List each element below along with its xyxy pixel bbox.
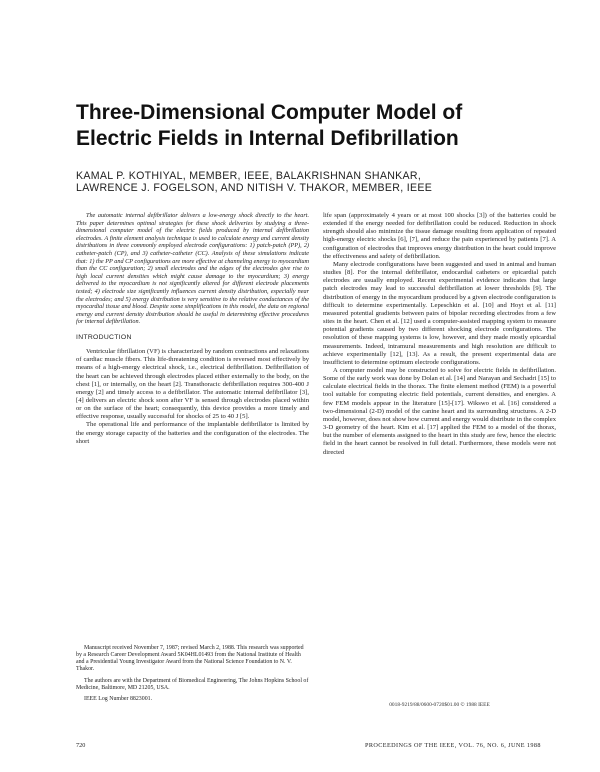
left-column: [76, 212, 309, 446]
abstract-text: The automatic internal defibrillator delivers a low-energy shock directly to the heart. This paper determines optimal strategies for these shock deliveries by studying a three-dimensional computer model of the electric fields produced by internal defibrillation electrodes. A finite element analysis technique is used to calculate energy and current density distributions in three commonly employed electrode configurations: 1) patch-patch (PP), 2) catheter-patch (CP), and 3) catheter-catheter (CC). Analysis of these simulations indicate that: 1) the PP and CP configurations are more effective at channeling energy to myocardium than the CC configuration; 2) small electrodes and the edges of the electrodes give rise to high local current densities which might cause damage to the myocardium; 3) energy delivered to the myocardium is not significantly altered for different electrode placements tested; 4) electrode size significantly influences current density distribution, especially near the electrodes; and 5) energy distribution is very sensitive to the relative conductances of the myocardial tissue and blood. Despite some simplifications in this model, the data on regional energy and current density distribution should be useful in determining effective procedures for internal defibrillation.: [76, 212, 309, 326]
intro-paragraph-3: life span (approximately 4 years or at most 100 shocks [3]) of the batteries could be extended if the energy needed for defibrillation could be reduced. Reduction in shock strength should also minimize the tissue damage resulting from application of repeated high-energy electric shocks [6], [7], and reduce the pain experienced by patients [7]. A configuration of electrodes that improves energy distribution in the heart could improve the effectiveness and safety of defibrillation.: [323, 212, 556, 260]
title-line-2: Electric Fields in Internal Defibrillation: [76, 127, 459, 150]
right-column: [323, 212, 556, 457]
intro-paragraph-1: Ventricular fibrillation (VF) is characterized by random contractions and relaxations of cardiac muscle fibers. This life-threatening condition is reversed most effectively by means of a high-energy electrical shock, i.e., electrical defibrillation. Defibrillation of the heart can be achieved through electrodes placed either externally to the body, on the chest [1], or internally, on the heart [2]. Transthoracic defibrillation requires 300-400 J energy [2] and timely access to a defibrillator. The automatic internal defibrillator [3], [4] delivers an electric shock soon after VF is sensed through electrodes placed within or on the surface of the heart; consequently, this device provides a more timely and effective response, usually successful for shocks of 25 to 40 J [5].: [76, 348, 309, 421]
intro-paragraph-5: A computer model may be constructed to solve for electric fields in defibrillation. Some of the early work was done by Dolan et al. [14] and Narayan and Sechadri [15] to calculate electrical fields in the thorax. The finite element method (FEM) is a powerful tool suitable for computing electric field potentials, current densities, and energies. A few FEM models appear in the literature [15]-[17]. Wikswo et al. [16] considered a two-dimensional (2-D) model of the canine heart and its surrounding structures. A 2-D model, however, does not show how current and energy would distribute in the complex 3-D geometry of the heart. Kim et al. [17] applied the FEM to a model of the thorax, but the number of elements assigned to the heart in this study are few, hence the electric field in the heart cannot be resolved in full detail. Furthermore, these models were not directed: [323, 366, 556, 456]
page-number: 720: [76, 742, 86, 749]
copyright-line: 0018-9219/88/0600-0720$01.00 © 1988 IEEE: [389, 702, 490, 708]
title-line-1: Three-Dimensional Computer Model of: [76, 101, 463, 124]
footnote-received: Manuscript received November 7, 1987; revised March 2, 1988. This research was supported by a Research Career Development Award 5K04HL01493 from the National Institute of Health and a Presidential Young Investigator Award from the National Science Foundation to N. V. Thakor.: [76, 645, 304, 673]
footnote-affiliation: The authors are with the Department of Biomedical Engineering, The Johns Hopkins School of Medicine, Baltimore, MD 21205, USA.: [76, 677, 309, 691]
footnote: [76, 645, 309, 707]
author-list: [76, 170, 556, 194]
authors-line-2: LAWRENCE J. FOGELSON, AND NITISH V. THAKOR, MEMBER, IEEE: [76, 182, 433, 194]
journal-citation: PROCEEDINGS OF THE IEEE, VOL. 76, NO. 6, JUNE 1988: [365, 742, 541, 749]
article-title: [76, 100, 556, 152]
intro-paragraph-4: Many electrode configurations have been suggested and used in animal and human studies [8]. For the internal defibrillator, endocardial catheters or epicardial patch electrodes are usually employed. Recent experimental evidence indicates that large patch electrodes may lead to successful defibrillation at lower thresholds [9]. The distribution of energy in the myocardium produced by a given electrode configuration is difficult to determine experimentally. Lepeschkin et al. [10] and Hoyt et al. [11] measured potential gradients between pairs of bipolar recording electrodes from a few sites in the heart. Chen et al. [12] used a computer-assisted mapping system to measure potential gradients caused by two different shocking electrode configurations. The resolution of these mapping systems is low, however, and they made mostly epicardial measurements. Indeed, intramural measurements and high resolution are difficult to achieve experimentally [12], [13]. As a result, the present experimental data are insufficient to determine optimum electrode configurations.: [323, 260, 556, 366]
introduction-heading: INTRODUCTION: [76, 333, 132, 341]
intro-paragraph-2: The operational life and performance of the implantable defibrillator is limited by the energy storage capacity of the batteries and the configuration of the electrodes. The short: [76, 421, 309, 445]
authors-line-1: KAMAL P. KOTHIYAL, MEMBER, IEEE, BALAKRISHNAN SHANKAR,: [76, 170, 422, 182]
footnote-log-number: IEEE Log Number 8823001.: [84, 695, 153, 702]
abstract: [76, 212, 309, 326]
